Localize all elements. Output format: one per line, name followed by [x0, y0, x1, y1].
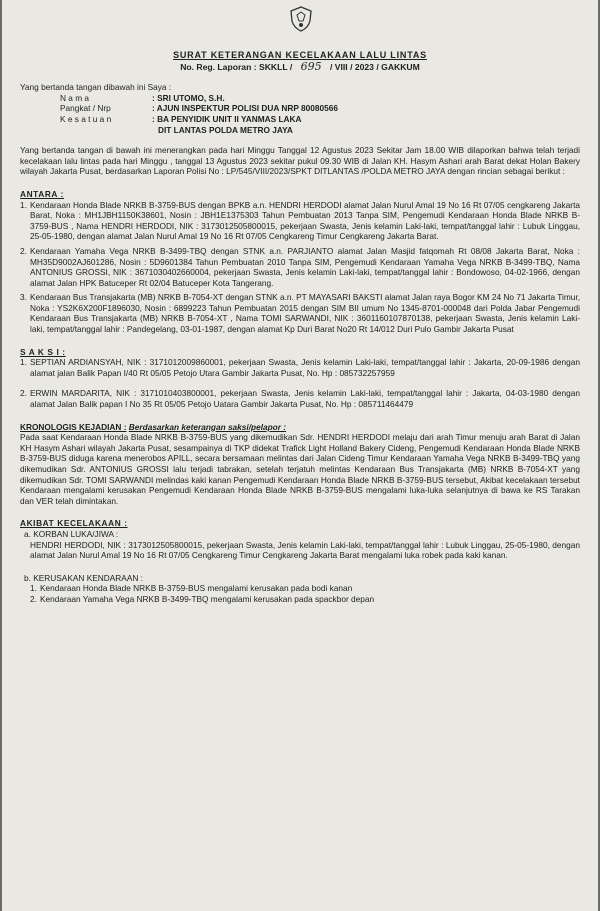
korban-text: HENDRI HERDODI, NIK : 3173012505800015, pekerjaan Swasta, Jenis kelamin Laki-laki, tempat/tanggal lahir : Lubuk Linggau, 25-05-1980, dengan alamat Jalan Nurul Amal 19 No 16 Rt 07/05 Cengkareng Timur Cengkareng Jakarta Barat mengalami luka robek pada kaki kanan. [30, 539, 580, 561]
document-title: SURAT KETERANGAN KECELAKAAN LALU LINTAS [173, 50, 427, 60]
list-item [30, 594, 580, 605]
list-text: Kendaraan Honda Blade NRKB B-3759-BUS dengan BPKB a.n. HENDRI HERDODI alamat Jalan Nurul Amal 19 No 16 Rt 07/05 cengkareng Jakarta Barat, Noka : MH1JBH1150K38601, Nosin : JBH1E1375303 Tahun Pembuatan 2013 Tanpa SIM, Pengemudi Kendaraan Honda Blade NRKB B-3759-BUS , Nama HENDRI HERDODI, NIK : 3173012505800015, pekerjaan Swasta, Jenis kelamin Laki-laki, tempat/tanggal lahir : Lubuk Linggau, 25-05-1980, dengan alamat Jalan Nurul Amal 19 No 16 Rt 07/05 Cengkareng Timur Cengkareng Jakarta Barat. [30, 199, 580, 242]
signer-row-unit-2 [60, 125, 580, 136]
list-number: 1. [20, 357, 27, 368]
list-item [20, 292, 580, 334]
list-number: 1. [30, 583, 37, 594]
list-text: Kendaraan Bus Transjakarta (MB) NRKB B-7054-XT dengan STNK a.n. PT MAYASARI BAKSTI alamat Jalan raya Bogor KM 24 No 71 Jakarta Timur, Noka : YS2K6X200F1896030, Nosin : 6899223 Tahun Pembuatan 2015 dengan SIM BII umum No 1345-8701-000048 dari Polda Jabar Pengemudi Kendaraan Bus Transjakarta (MB) NRKB B-7054-XT , Nama TOMI SARWANDI, NIK : 3601160107870138, pekerjaan Swasta, Jenis kelamin Laki-laki, tempat/tanggal lahir : Pandegelang, 03-01-1987, dengan alamat Kp Duri Barat No20 Rt 14/012 Duri Pulo Gambir Jakarta Pusat [30, 292, 580, 335]
kronologis-paragraph: Pada saat Kendaraan Honda Blade NRKB B-3759-BUS yang dikemudikan Sdr. HENDRI HERDODI melaju dari arah Timur menuju arah Barat di Jalan KH Hasym Ashari wilayah Jakarta Pusat, sesampainya di TKP didekat Trafick Light Holland Bakery Cideng, Pengemudi Kendaraan Honda Blade NRKB B-3759-BUS diduga karena menerobos APILL, secara bersamaan melintas dari Jalan Cideng Timur Kendaraan Yamaha Vega NRKB B-3499-TBQ yang dikemudikan Sdr. ANTONIUS GROSSI lalu terjadi tabrakan, setelah terjatuh melintas Kendaraan Bus Transjakarta (MB) NRKB B-7054-XT yang dikemudikan Sdr. TOMI SARWANDI melindas kaki kanan Pengemudi Kendaraan Honda Blade NRKB B-3759-BUS tersebut, Akibat kecelakaan tersebut Kendaraan mengalami kerusakan Pengemudi Kendaraan Honda Blade NRKB B-3759-BUS mengalami luka-luka selanjutnya di bawa ke RS Tarakan dan VER telah dimintakan. [20, 432, 580, 506]
list-item [30, 583, 580, 594]
police-emblem-icon [288, 6, 314, 32]
document-page [2, 0, 598, 911]
signer-label: Pangkat / Nrp [60, 103, 111, 114]
list-number: 2. [20, 388, 27, 399]
list-item [20, 388, 580, 409]
list-item [20, 357, 580, 378]
signer-label: K e s a t u a n [60, 113, 112, 124]
signer-row-name [60, 93, 580, 104]
signer-row-unit [60, 114, 580, 125]
report-number-handwritten: 695 [300, 59, 322, 73]
kerusakan-heading: b. KERUSAKAN KENDARAAN : [24, 572, 143, 583]
signer-intro: Yang bertanda tangan dibawah ini Saya : [20, 82, 172, 93]
list-text: Kendaraan Yamaha Vega NRKB B-3499-TBQ mengalami kerusakan pada spackbor depan [40, 593, 375, 604]
antara-heading: ANTARA : [20, 188, 64, 199]
kronologis-heading [20, 422, 580, 433]
report-number-prefix: No. Reg. Laporan : SKKLL / [180, 61, 293, 72]
kerusakan-list [30, 583, 580, 604]
saksi-list [20, 357, 580, 409]
list-text: Kendaraan Yamaha Vega NRKB B-3499-TBQ dengan STNK a.n. PARJIANTO alamat Jalan Masjid fatqomah Rt 08/08 Jakarta Barat, Noka : MH35D9002AJ601286, Nosin : 5D9601384 Tahun Pembuatan 2010 Tanpa SIM, Pengemudi Kendaraan Yamaha Vega NRKB B-3499-TBQ, Nama ANTONIUS GROSSI, NIK : 3671030402660004, pekerjaan Swasta, Jenis kelamin Laki-laki, tempat/tanggal lahir : Bondowoso, 04-02-1966, dengan alamat Jalan HPK Batuceper Rt 02/04 Batuceper Kota Tangerang. [30, 245, 580, 288]
list-text: Kendaraan Honda Blade NRKB B-3759-BUS mengalami kerusakan pada bodi kanan [40, 583, 353, 594]
list-item [20, 246, 580, 288]
list-number: 2. [20, 245, 27, 256]
list-number: 3. [20, 292, 27, 303]
signer-value: : BA PENYIDIK UNIT II YANMAS LAKA [152, 113, 302, 124]
opening-paragraph: Yang bertanda tangan di bawah ini menerangkan pada hari Minggu Tanggal 12 Agustus 2023 Sekitar Jam 18.00 WIB dilaporkan bahwa telah terjadi kecelakaan lalu lintas pada hari Minggu , tanggal 13 Agustus 2023 sekitar pukul 09.30 WIB di Jalan KH. Hasym Ashari arah Barat dekat Holan Bakery wilayah Jakarta Pusat, berdasarkan Laporan Polisi No : LP/545/VIII/2023/SPKT DITLANTAS /POLDA METRO JAYA dengan rincian sebagai berikut : [20, 145, 580, 177]
signer-value: : SRI UTOMO, S.H. [152, 92, 225, 103]
report-number-suffix: / VIII / 2023 / GAKKUM [330, 61, 420, 72]
akibat-heading: AKIBAT KECELAKAAN : [20, 518, 128, 529]
antara-list [20, 200, 580, 335]
signer-block [20, 93, 580, 135]
kronologis-heading-subtitle: Berdasarkan keterangan saksi/pelapor : [128, 421, 287, 432]
signer-label [60, 125, 152, 136]
list-item [20, 200, 580, 242]
saksi-heading: S A K S I : [20, 346, 66, 357]
signer-label: N a m a [60, 92, 90, 103]
signer-value: DIT LANTAS POLDA METRO JAYA [158, 124, 293, 135]
list-text: SEPTIAN ARDIANSYAH, NIK : 3171012009860001, pekerjaan Swasta, Jenis kelamin Laki-laki, tempat/tanggal lahir : Jakarta, 20-09-1986 dengan alamat jalan Balik Papan I/40 Rt 05/05 Petojo Utara Gambir Jakarta Pusat, No. Hp : 085732257959 [30, 357, 580, 378]
list-number: 2. [30, 593, 37, 604]
list-number: 1. [20, 199, 27, 210]
signer-row-rank [60, 103, 580, 114]
kronologis-heading-label: KRONOLOGIS KEJADIAN : [20, 421, 127, 432]
list-text: ERWIN MARDARITA, NIK : 3171010403800001, pekerjaan Swasta, Jenis kelamin Laki-laki, tempat/tanggal lahir : Jakarta, 04-03-1980 dengan alamat Jalan Balik papan I No 35 Rt 05/05 Petojo Uatara Gambir Jakarta Pusat, No. Hp : 085711464479 [30, 388, 580, 410]
korban-heading: a. KORBAN LUKA/JIWA : [24, 528, 119, 539]
signer-value: : AJUN INSPEKTUR POLISI DUA NRP 80080566 [152, 103, 338, 114]
report-number [20, 59, 580, 73]
